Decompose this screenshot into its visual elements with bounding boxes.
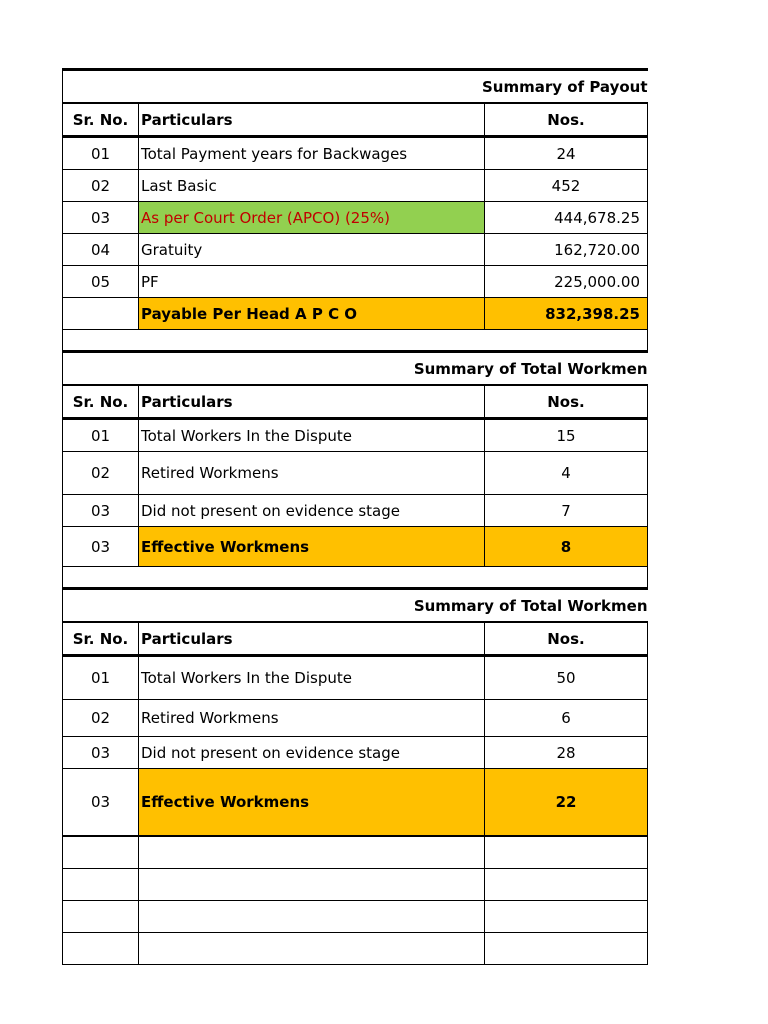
empty-cell	[139, 933, 485, 965]
section-title-payout: Summary of Payout	[63, 70, 648, 104]
header-row	[63, 103, 648, 137]
cell-nos: 7	[485, 495, 648, 527]
header-nos: Nos.	[485, 622, 648, 656]
cell-nos: 15	[485, 419, 648, 452]
empty-row	[63, 933, 648, 965]
total-row	[63, 527, 648, 567]
section-title-workmen: Summary of Total Workmen	[63, 589, 648, 623]
empty-cell	[139, 869, 485, 901]
table-row	[63, 202, 648, 234]
empty-cell	[63, 869, 139, 901]
table-row	[63, 419, 648, 452]
cell-total-label: Effective Workmens	[139, 769, 485, 837]
header-sr-no: Sr. No.	[63, 385, 139, 419]
cell-particulars: Last Basic	[139, 170, 485, 202]
cell-nos: 50	[485, 656, 648, 700]
cell-particulars: Gratuity	[139, 234, 485, 266]
cell-particulars: Did not present on evidence stage	[139, 737, 485, 769]
empty-row	[63, 901, 648, 933]
cell-particulars: Did not present on evidence stage	[139, 495, 485, 527]
total-row	[63, 298, 648, 330]
cell-sr: 04	[63, 234, 139, 266]
cell-sr: 03	[63, 769, 139, 837]
table-row	[63, 656, 648, 700]
empty-cell	[63, 901, 139, 933]
cell-total-value: 832,398.25	[485, 298, 648, 330]
header-sr-no: Sr. No.	[63, 103, 139, 137]
cell-total-label: Payable Per Head A P C O	[139, 298, 485, 330]
empty-cell	[139, 836, 485, 869]
cell-sr: 01	[63, 656, 139, 700]
empty-cell	[63, 933, 139, 965]
cell-sr: 02	[63, 452, 139, 495]
spacer-cell	[63, 330, 648, 352]
header-sr-no: Sr. No.	[63, 622, 139, 656]
section-title-workmen: Summary of Total Workmen	[63, 352, 648, 386]
cell-particulars: Total Workers In the Dispute	[139, 656, 485, 700]
spacer-row	[63, 330, 648, 352]
empty-cell	[485, 933, 648, 965]
header-nos: Nos.	[485, 103, 648, 137]
header-particulars: Particulars	[139, 622, 485, 656]
summary-table	[62, 68, 648, 965]
cell-nos: 24	[485, 137, 648, 170]
header-row	[63, 622, 648, 656]
cell-nos: 452	[485, 170, 648, 202]
cell-sr: 03	[63, 527, 139, 567]
table-row	[63, 234, 648, 266]
header-particulars: Particulars	[139, 385, 485, 419]
cell-particulars: PF	[139, 266, 485, 298]
cell-particulars: Retired Workmens	[139, 452, 485, 495]
empty-cell	[485, 901, 648, 933]
table-row	[63, 266, 648, 298]
cell-total-label: Effective Workmens	[139, 527, 485, 567]
spacer-cell	[63, 567, 648, 589]
cell-sr: 01	[63, 419, 139, 452]
header-particulars: Particulars	[139, 103, 485, 137]
cell-nos: 4	[485, 452, 648, 495]
empty-cell	[485, 836, 648, 869]
cell-total-value: 22	[485, 769, 648, 837]
table-row	[63, 170, 648, 202]
table-row	[63, 452, 648, 495]
cell-sr: 02	[63, 170, 139, 202]
table-row	[63, 137, 648, 170]
cell-sr: 02	[63, 700, 139, 737]
spreadsheet	[62, 68, 647, 965]
header-nos: Nos.	[485, 385, 648, 419]
empty-row	[63, 836, 648, 869]
section-title-row	[63, 352, 648, 386]
cell-total-value: 8	[485, 527, 648, 567]
empty-cell	[485, 869, 648, 901]
cell-nos: 225,000.00	[485, 266, 648, 298]
empty-cell	[63, 836, 139, 869]
cell-particulars: Total Workers In the Dispute	[139, 419, 485, 452]
spacer-row	[63, 567, 648, 589]
cell-sr: 03	[63, 737, 139, 769]
cell-particulars: Total Payment years for Backwages	[139, 137, 485, 170]
section-title-row	[63, 70, 648, 104]
cell-particulars: Retired Workmens	[139, 700, 485, 737]
cell-nos: 444,678.25	[485, 202, 648, 234]
empty-cell	[139, 901, 485, 933]
table-row	[63, 737, 648, 769]
section-title-row	[63, 589, 648, 623]
cell-sr: 05	[63, 266, 139, 298]
cell-sr: 01	[63, 137, 139, 170]
table-row	[63, 700, 648, 737]
cell-sr: 03	[63, 202, 139, 234]
cell-sr: 03	[63, 495, 139, 527]
total-row	[63, 769, 648, 837]
header-row	[63, 385, 648, 419]
cell-particulars-highlighted: As per Court Order (APCO) (25%)	[139, 202, 485, 234]
cell-nos: 162,720.00	[485, 234, 648, 266]
cell-nos: 6	[485, 700, 648, 737]
empty-row	[63, 869, 648, 901]
cell-nos: 28	[485, 737, 648, 769]
table-row	[63, 495, 648, 527]
cell-sr	[63, 298, 139, 330]
